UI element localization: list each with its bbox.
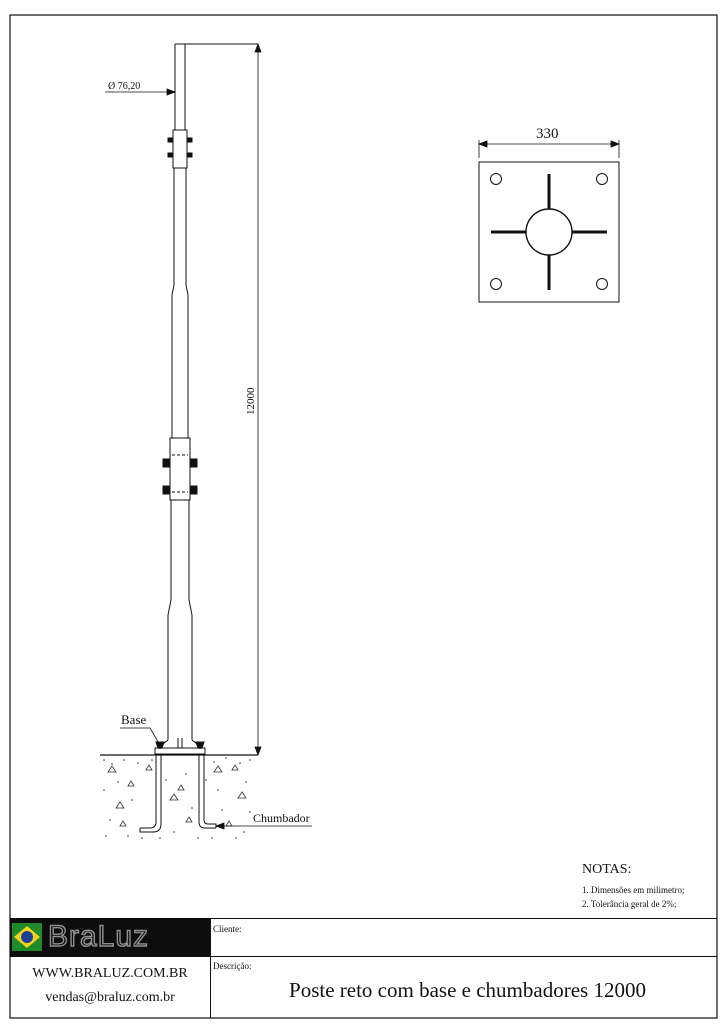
notes-title: NOTAS: xyxy=(582,862,632,877)
title-block-divider-vertical xyxy=(210,918,211,1018)
title-block xyxy=(10,918,717,1018)
website-text: WWW.BRALUZ.COM.BR xyxy=(32,966,188,981)
anchor-label: Chumbador xyxy=(253,811,310,825)
base-leader xyxy=(120,728,160,745)
diameter-label: Ø 76,20 xyxy=(108,81,141,92)
height-label: 12000 xyxy=(245,387,257,415)
title-block-divider-right xyxy=(210,956,717,957)
base-label: Base xyxy=(121,712,147,727)
logo-wordmark: BraLuz xyxy=(48,920,150,953)
description-value: Poste reto com base e chumbadores 12000 xyxy=(289,978,646,1002)
note-item-1: 1. Dimensões em milimetro; xyxy=(582,885,685,895)
base-width-label: 330 xyxy=(536,126,559,142)
client-label: Cliente: xyxy=(213,924,242,934)
brazil-flag-icon xyxy=(10,918,44,956)
base-width-dimension xyxy=(479,140,619,158)
anchor-bolts xyxy=(140,755,216,832)
description-label: Descrição: xyxy=(213,961,252,971)
email-text: vendas@braluz.com.br xyxy=(45,990,175,1005)
title-block-divider-left xyxy=(10,956,210,957)
note-item-2: 2. Tolerância geral de 2%; xyxy=(582,899,677,909)
company-logo xyxy=(10,918,210,956)
base-plate-plan xyxy=(479,162,619,302)
concrete-foundation xyxy=(108,765,246,826)
pole-elevation xyxy=(155,44,258,754)
